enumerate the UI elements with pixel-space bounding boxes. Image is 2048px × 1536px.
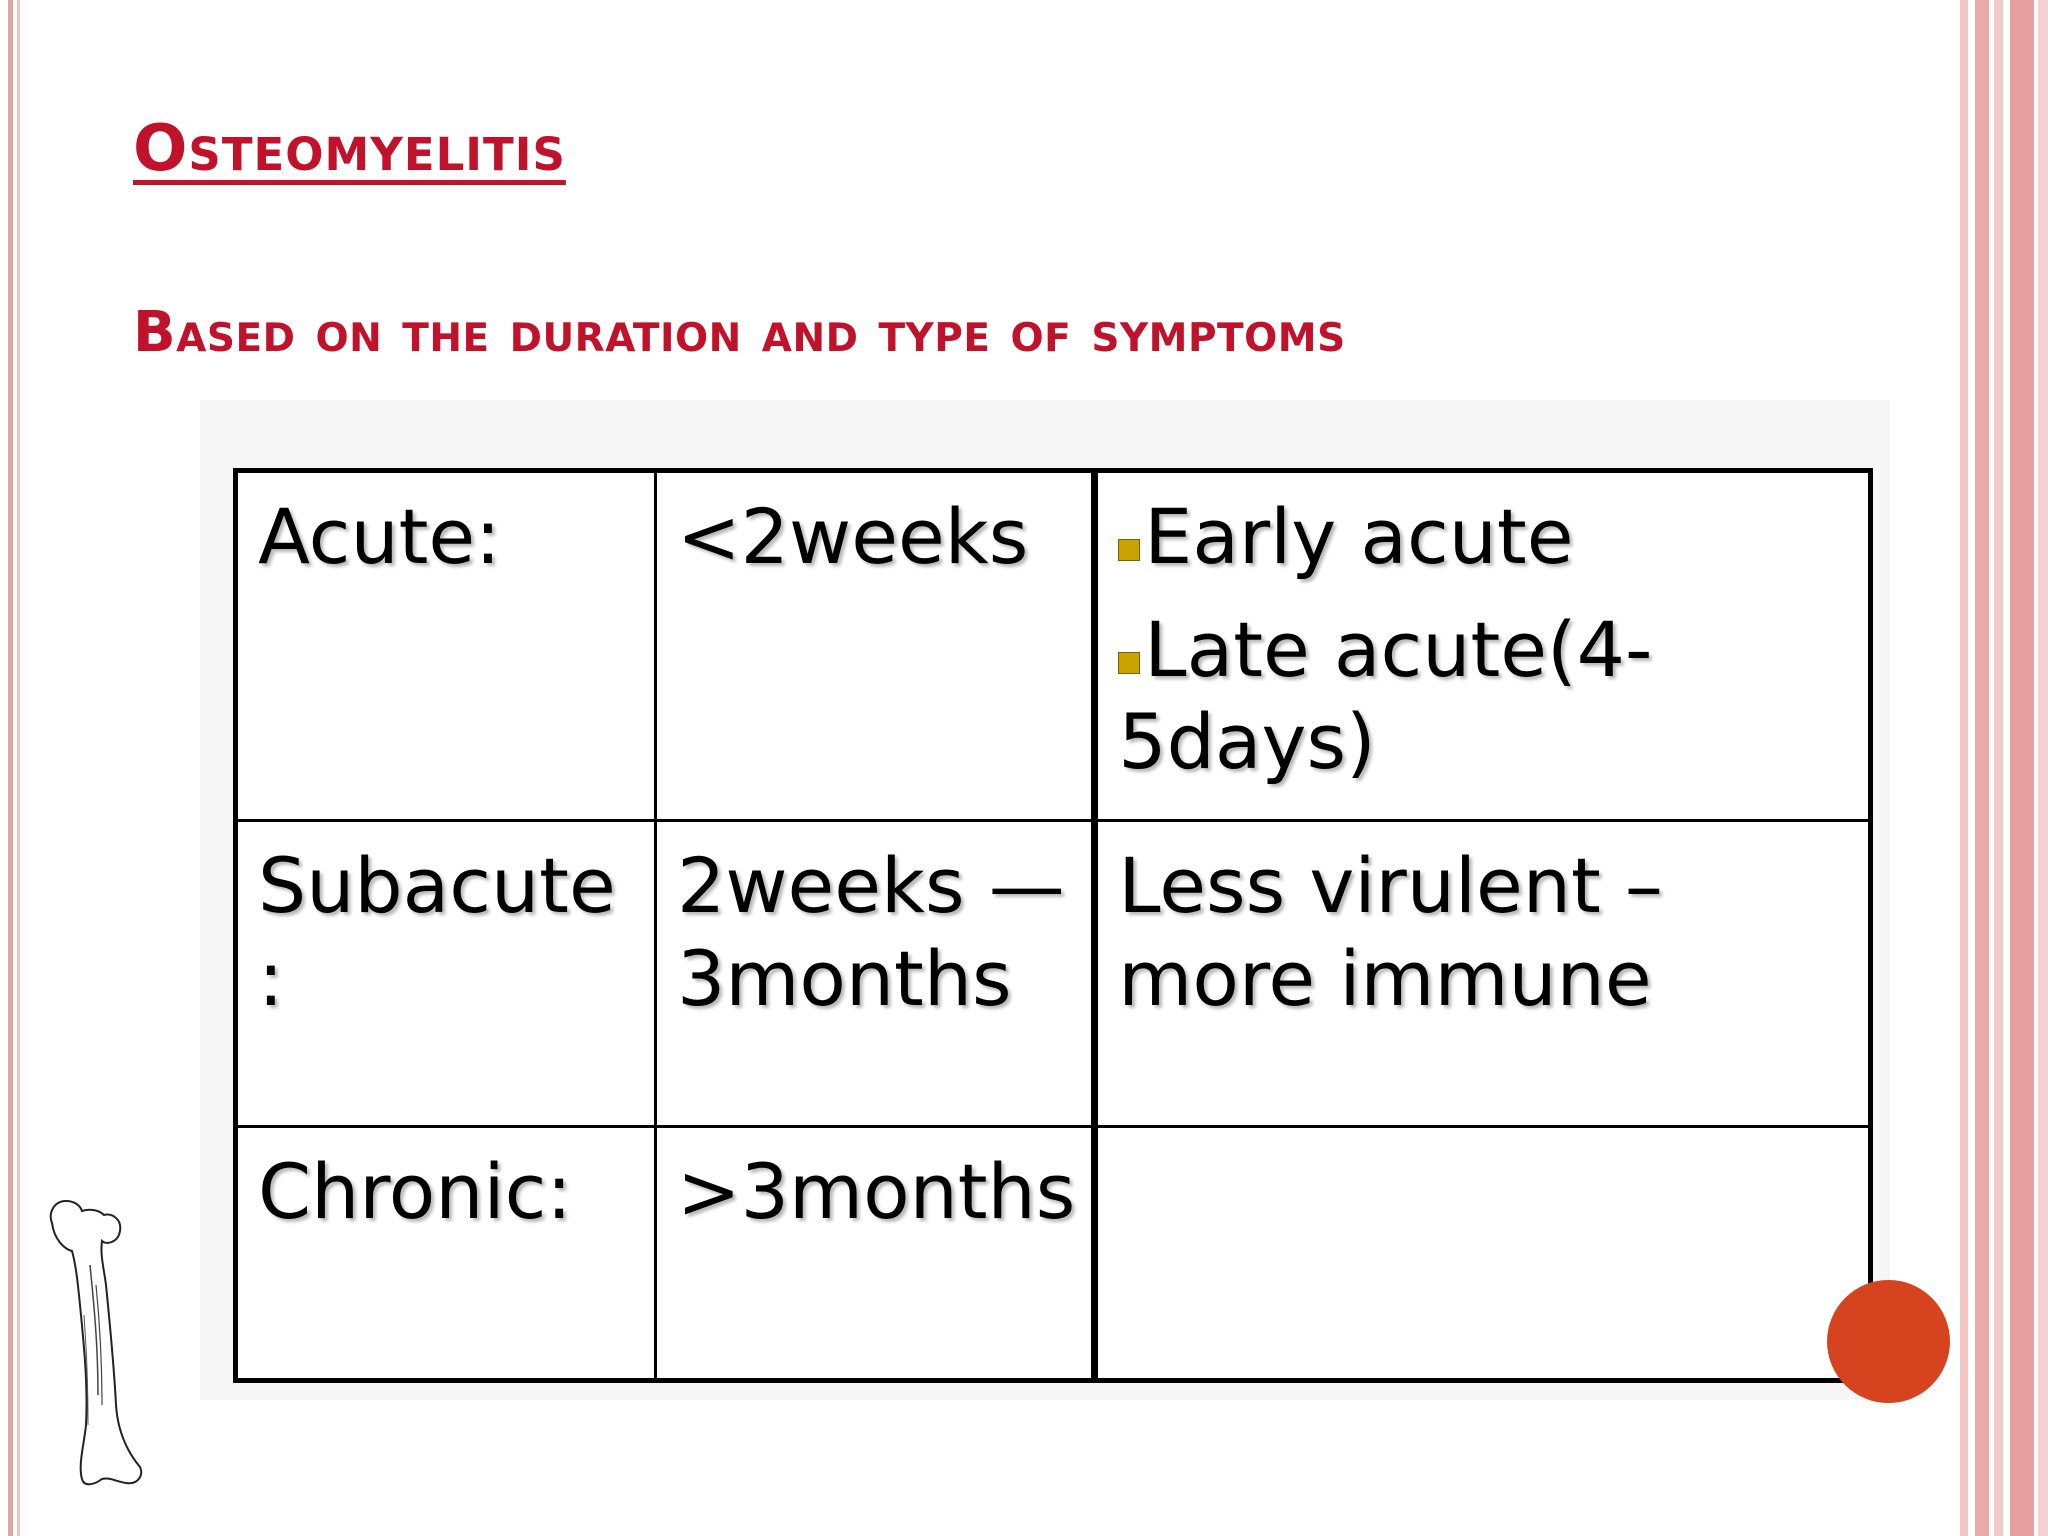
type-cell: Chronic:	[236, 1127, 656, 1381]
frame-stripe	[17, 0, 20, 1536]
bone-icon	[40, 1195, 160, 1495]
duration-cell: <2weeks	[656, 471, 1095, 821]
duration-cell: 2weeks — 3months	[656, 821, 1095, 1127]
table-row	[236, 821, 1871, 1127]
frame-stripe	[8, 0, 13, 1536]
table-row	[236, 471, 1871, 821]
list-item	[1118, 604, 1852, 789]
description-cell	[1095, 1127, 1871, 1381]
frame-stripe	[1960, 0, 1968, 1536]
square-bullet-icon	[1118, 652, 1140, 674]
decorative-circle	[1827, 1280, 1950, 1403]
type-cell: Subacute :	[236, 821, 656, 1127]
description-cell	[1095, 471, 1871, 821]
table-row	[236, 1127, 1871, 1381]
slide-subtitle: Based on the duration and type of symptoms	[133, 300, 1346, 365]
description-cell: Less virulent – more immune	[1095, 821, 1871, 1127]
slide-title: Osteomyelitis	[133, 112, 566, 186]
square-bullet-icon	[1118, 539, 1140, 561]
list-item	[1118, 491, 1852, 584]
duration-cell: >3months	[656, 1127, 1095, 1381]
list-item-text: Late acute(4-5days)	[1118, 604, 1653, 787]
type-cell: Acute:	[236, 471, 656, 821]
classification-table	[233, 468, 1873, 1383]
frame-stripe	[2010, 0, 2034, 1536]
frame-stripe	[1994, 0, 2003, 1536]
frame-stripe	[2038, 0, 2048, 1536]
frame-stripe	[1975, 0, 1989, 1536]
list-item-text: Early acute	[1144, 492, 1574, 581]
